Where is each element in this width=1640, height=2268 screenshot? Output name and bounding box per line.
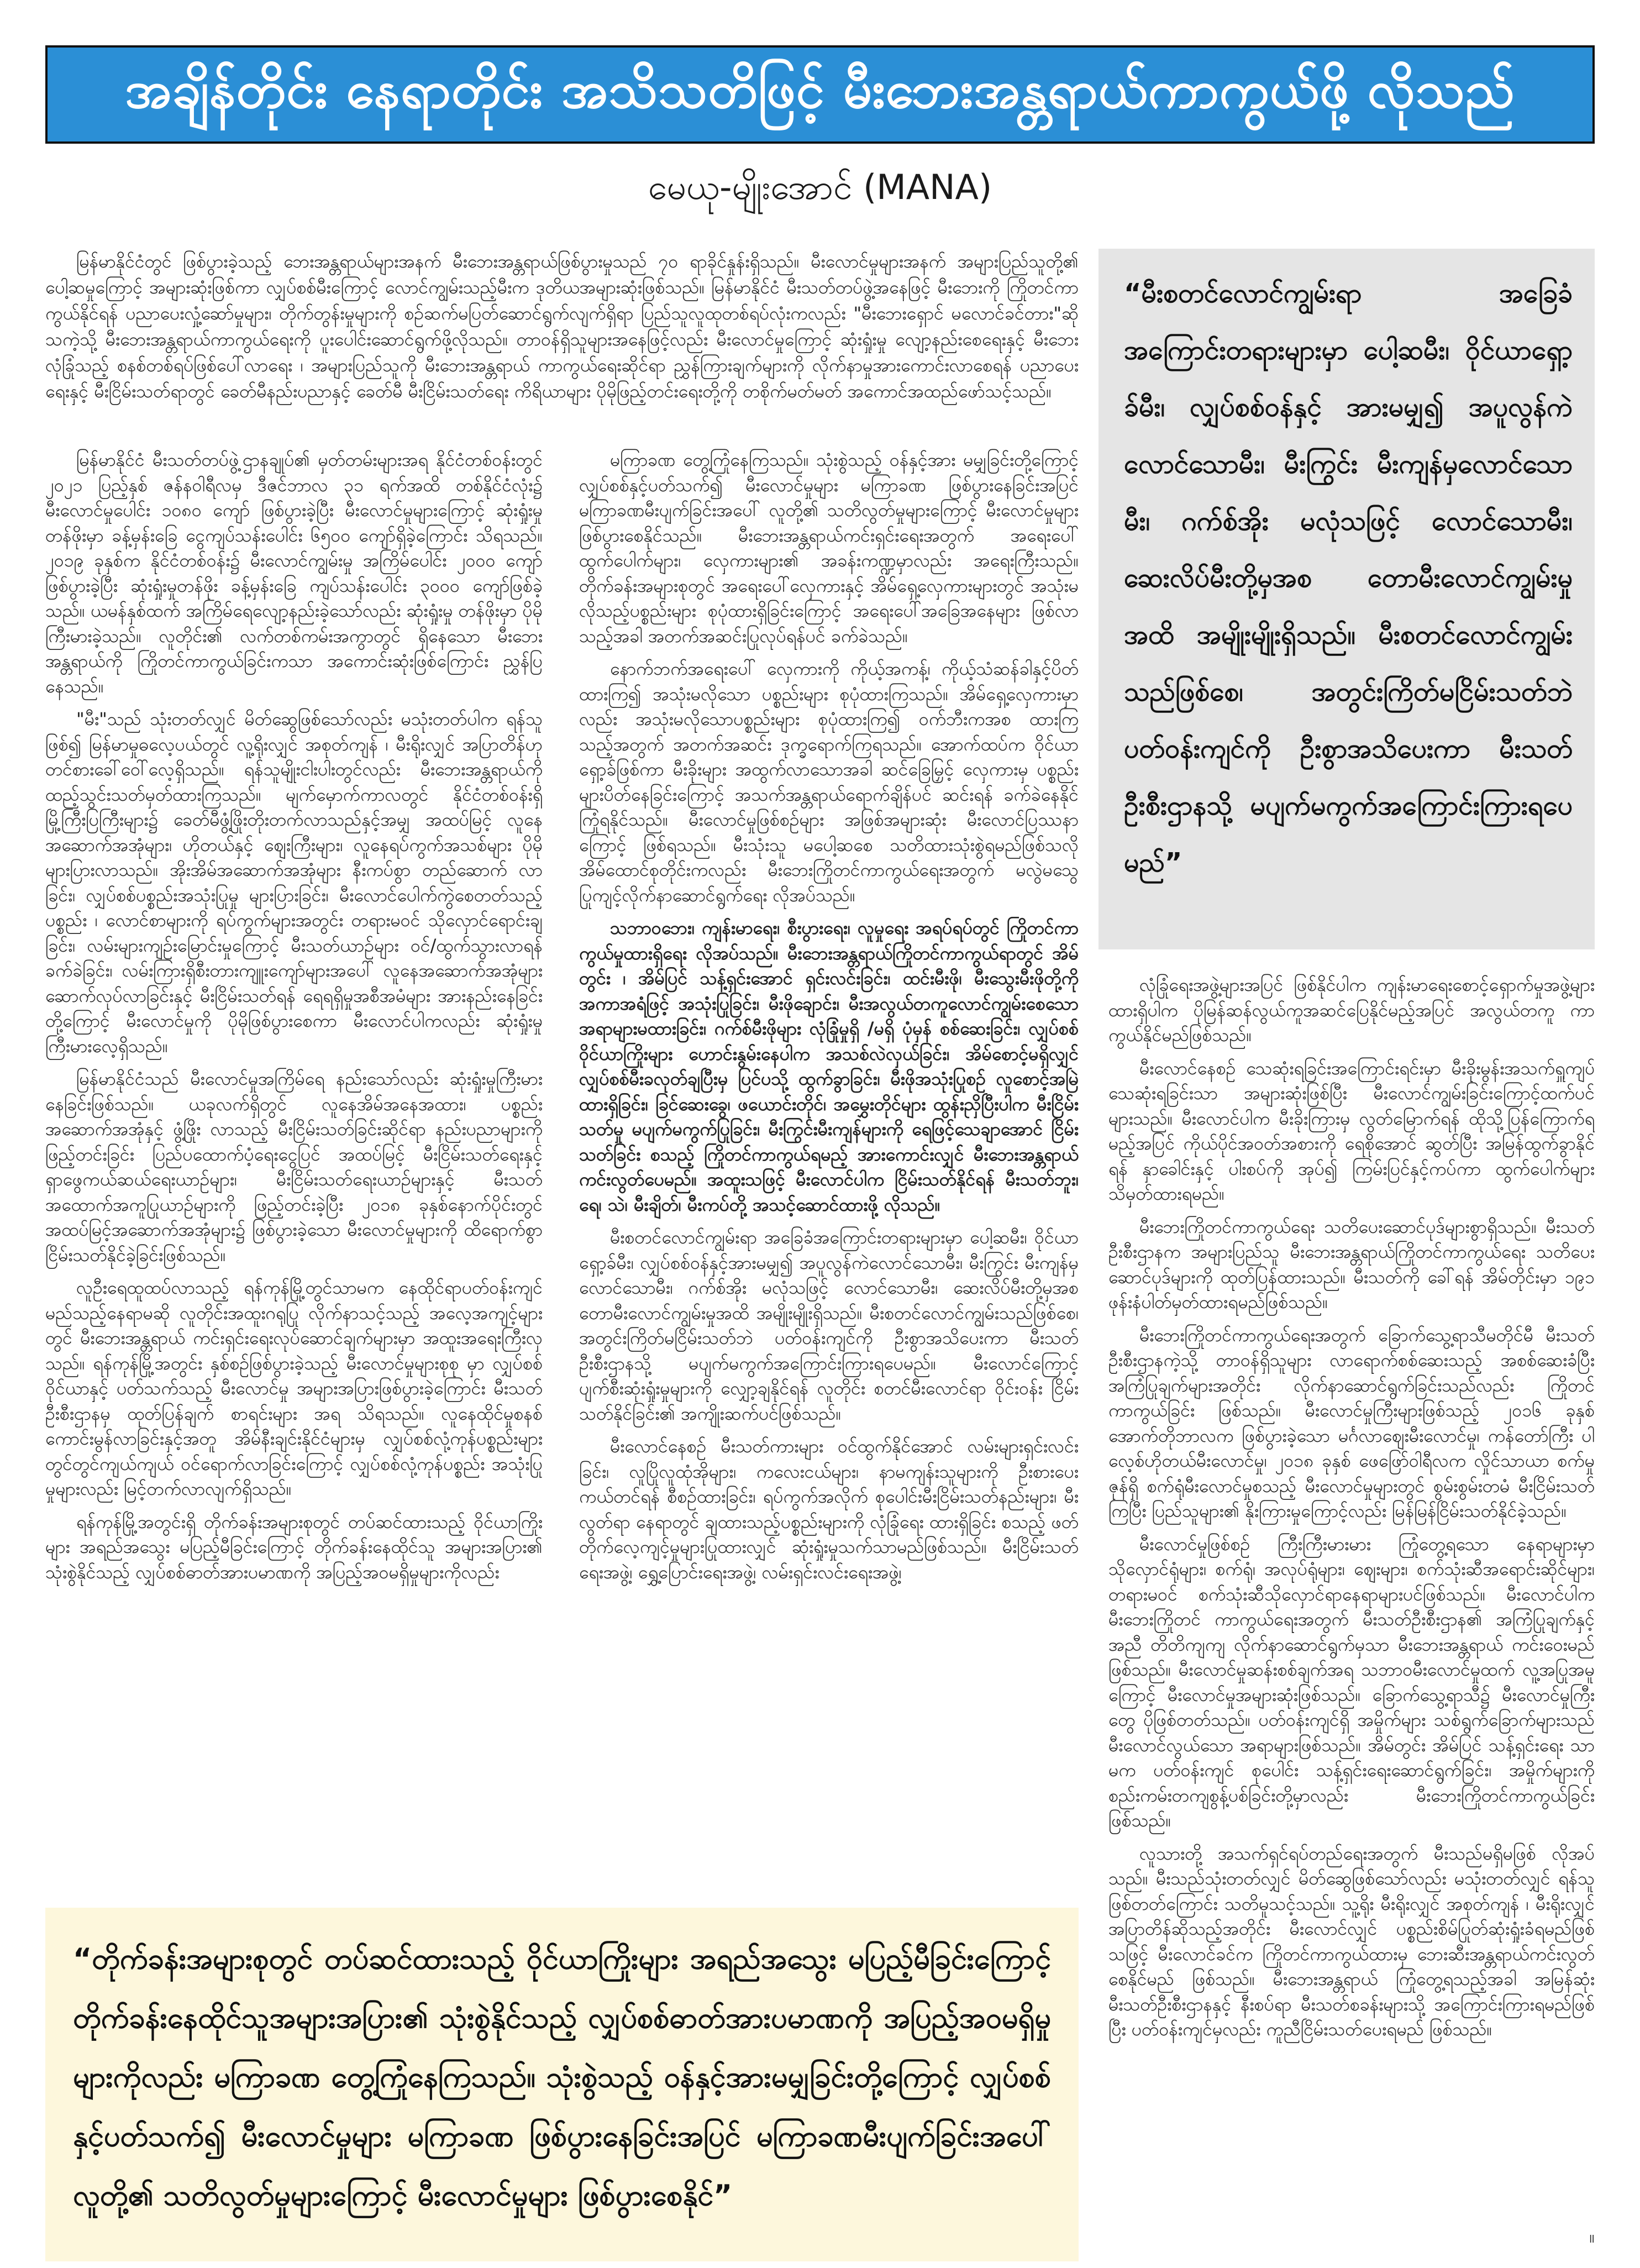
byline: မေယု-မျိုးအောင် (MANA) — [648, 167, 992, 207]
article-column-1 — [45, 448, 543, 1884]
paragraph: မီးလောင်နေစဉ် သေဆုံးရခြင်းအကြောင်းရင်းမှာ မီးခိုးမွန်းအသက်ရှူကျပ် သေဆုံးရခြင်းသာ အများဆုံးဖြစ်ပြီး မီးလောင်ကျွမ်းခြင်းကြောင့်ထက်ပင် များသည်။ မီးလောင်ပါက မီးခိုးကြားမှ လွတ်မြောက်ရန် ထိုသို့ပြန်ကြောက်ရမည့်အပြင် ကိုယ်ပိုင်အဝတ်အစားကို ရေစိုအောင် ဆွတ်ပြီး အမြန်ထွက်ခွာနိုင်ရန် နှာခေါင်းနှင့် ပါးစပ်ကို အုပ်၍ ကြမ်းပြင်နှင့်ကပ်ကာ ထွက်ပေါက်များ သိမှတ်ထားရမည်။ — [1108, 1057, 1595, 1204]
paragraph: လုံခြုံရေးအဖွဲ့များအပြင် ဖြစ်နိုင်ပါက ကျန်းမာရေးစောင့်ရှောက်မှုအဖွဲ့များ ထားရှိပါက ပိုမြန်ဆန်လွယ်ကူအဆင်ပြေနိုင်မည့်အပြင် အလွယ်တကူ ကာကွယ်နိုင်မည်ဖြစ်သည်။ — [1108, 974, 1595, 1046]
article-column-2 — [579, 448, 1079, 1884]
paragraph: မြန်မာနိုင်ငံ မီးသတ်တပ်ဖွဲ့ဌာနချုပ်၏ မှတ်တမ်းများအရ နိုင်ငံတစ်ဝန်းတွင် ၂၀၂၁ ပြည့်နှစ် ဇန်နဝါရီလမှ ဒီဇင်ဘာလ ၃၁ ရက်အထိ တစ်နိုင်ငံလုံး၌ မီးလောင်မှုပေါင်း ၁၀၈၀ ကျော် ဖြစ်ပွားခဲ့ပြီး မီးလောင်မှုများကြောင့် ဆုံးရှုံးမှုတန်ဖိုးမှာ ခန့်မှန်းခြေ ငွေကျပ်သန်းပေါင်း ၆၅၀၀ ကျော်ရှိခဲ့ကြောင်း သိရသည်။ ၂၀၁၉ ခုနှစ်က နိုင်ငံတစ်ဝန်း၌ မီးလောင်ကျွမ်းမှု အကြိမ်ပေါင်း ၂၀၀၀ ကျော် ဖြစ်ပွားခဲ့ပြီး ဆုံးရှုံးမှုတန်ဖိုး ခန့်မှန်းခြေ ကျပ်သန်းပေါင်း ၃၀၀၀ ကျော်ဖြစ်ခဲ့သည်။ ယမန်နှစ်ထက် အကြိမ်ရေလျော့နည်းခဲ့သော်လည်း ဆုံးရှုံးမှု တန်ဖိုးမှာ ပိုမိုကြီးမားခဲ့သည်။ လူတိုင်း၏ လက်တစ်ကမ်းအကွာတွင် ရှိနေသော မီးဘေးအန္တရာယ်ကို ကြိုတင်ကာကွယ်ခြင်းကသာ အကောင်းဆုံးဖြစ်ကြောင်း ညွှန်ပြနေသည်။ — [45, 449, 543, 697]
paragraph: မြန်မာနိုင်ငံသည် မီးလောင်မှုအကြိမ်ရေ နည်းသော်လည်း ဆုံးရှုံးမှုကြီးမားနေခြင်းဖြစ်သည်။ ယခုလက်ရှိတွင် လူနေအိမ်အနေအထား၊ ပစ္စည်းအဆောက်အအုံနှင့် ဖွံ့ဖြိုး လာသည့် မီးငြိမ်းသတ်ခြင်းဆိုင်ရာ နည်းပညာများကို ဖြည့်တင်းခြင်း ပြည်ပထောက်ပံ့ရေးငွေပြင် အထပ်မြင့် မီးငြိမ်းသတ်ရေးနှင့် ရှာဖွေကယ်ဆယ်ရေးယာဉ်များ၊ မီးငြိမ်းသတ်ရေးယာဉ်များနှင့် မီးသတ်အထောက်အကူပြုယာဉ်များကို ဖြည့်တင်းခဲ့ပြီး ၂၀၁၈ ခုနှစ်နောက်ပိုင်းတွင် အထပ်မြင့်အဆောက်အအုံများ၌ ဖြစ်ပွားခဲ့သော မီးလောင်မှုများကို ထိရောက်စွာ ငြိမ်းသတ်နိုင်ခဲ့ခြင်းဖြစ်သည်။ — [45, 1068, 543, 1266]
lead-paragraph — [45, 249, 1079, 412]
paragraph: မီးလောင်မှုဖြစ်စဉ် ကြီးကြီးမားမား ကြုံတွေ့ရသော နေရာများမှာ သိုလှောင်ရုံများ၊ စက်ရုံ၊ အလုပ်ရုံများ၊ ဈေးများ၊ စက်သုံးဆီအရောင်းဆိုင်များ၊ တရားမဝင် စက်သုံးဆီသိုလှောင်ရာနေရာများပင်ဖြစ်သည်။ မီးလောင်ပါက မီးဘေးကြိုတင် ကာကွယ်ရေးအတွက် မီးသတ်ဦးစီးဌာန၏ အကြံပြုချက်နှင့် အညီ တိတိကျကျ လိုက်နာဆောင်ရွက်မှသာ မီးဘေးအန္တရာယ် ကင်းဝေးမည်ဖြစ်သည်။ မီးလောင်မှုဆန်းစစ်ချက်အရ သဘာဝမီးလောင်မှုထက် လူ့အပြုအမူကြောင့် မီးလောင်မှုအများဆုံးဖြစ်သည်။ ခြောက်သွေ့ရာသီ၌ မီးလောင်မှုကြီးတွေ ပိုဖြစ်တတ်သည်။ ပတ်ဝန်းကျင်ရှိ အမှိုက်များ သစ်ရွက်ခြောက်များသည် မီးလောင်လွယ်သော အရာများဖြစ်သည်။ အိမ်တွင်း အိမ်ပြင် သန့်ရှင်းရေး သာမက ပတ်ဝန်းကျင် စုပေါင်း သန့်ရှင်းရေးဆောင်ရွက်ခြင်း၊ အမှိုက်များကို စည်းကမ်းတကျစွန့်ပစ်ခြင်းတို့မှာလည်း မီးဘေးကြိုတင်ကာကွယ်ခြင်းဖြစ်သည်။ — [1108, 1533, 1595, 1831]
paragraph: လူဦးရေထူထပ်လာသည့် ရန်ကုန်မြို့တွင်သာမက နေထိုင်ရာပတ်ဝန်းကျင် မည်သည့်နေရာမဆို လူတိုင်းအထူးဂရုပြု လိုက်နာသင့်သည့် အလေ့အကျင့်များတွင် မီးဘေးအန္တရာယ် ကင်းရှင်းရေးလုပ်ဆောင်ချက်များမှာ အထူးအရေးကြီးလှသည်။ ရန်ကုန်မြို့အတွင်း နှစ်စဉ်ဖြစ်ပွားခဲ့သည့် မီးလောင်မှုများစုစု မှာ လျှပ်စစ်ဝိုင်ယာနှင့် ပတ်သက်သည့် မီးလောင်မှု အများအပြားဖြစ်ပွားခဲ့ကြောင်း မီးသတ်ဦးစီးဌာနမှ ထုတ်ပြန်ချက် စာရင်းများ အရ သိရသည်။ လူနေထိုင်မှုစနစ် ကောင်းမွန်လာခြင်းနှင့်အတူ အိမ်နီးချင်းနိုင်ငံများမှ လျှပ်စစ်လုံ့ကုန်ပစ္စည်းများ တွင်တွင်ကျယ်ကျယ် ဝင်ရောက်လာခြင်းကြောင့် လျှပ်စစ်လုံ့ကုန်ပစ္စည်း အသုံးပြုမှုများလည်း မြင့်တက်လာလျက်ရှိသည်။ — [45, 1277, 543, 1499]
paragraph: မကြာခဏ တွေ့ကြုံနေကြသည်။ သုံးစွဲသည့် ဝန်နှင့်အား မမျှခြင်းတို့ကြောင့် လျှပ်စစ်နှင့်ပတ်သက်၍ မီးလောင်မှုများ မကြာခဏ ဖြစ်ပွားနေခြင်းအပြင် မကြာခဏမီးပျက်ခြင်းအပေါ် လူတို့၏ သတိလွတ်မှုများကြောင့် မီးလောင်မှုများ ဖြစ်ပွားစေနိုင်သည်။ မီးဘေးအန္တရာယ်ကင်းရှင်းရေးအတွက် အရေးပေါ် ထွက်ပေါက်များ၊ လှေကားများ၏ အခန်းကဏ္ဍမှာလည်း အရေးကြီးသည်။ တိုက်ခန်းအများစုတွင် အရေးပေါ်လှေကားနှင့် အိမ်ရှေ့လှေကားများတွင် အသုံးမလိုသည့်ပစ္စည်းများ စုပုံထားရှိခြင်းကြောင့် အရေးပေါ်အခြေအနေများ ဖြစ်လာသည့်အခါ အတက်အဆင်းပြုလုပ်ရန်ပင် ခက်ခဲသည်။ — [579, 449, 1079, 647]
title-banner — [45, 45, 1595, 144]
page-title: အချိန်တိုင်း နေရာတိုင်း အသိသတိဖြင့် မီးဘေးအန္တရာယ်ကာကွယ်ဖို့ လိုသည် — [125, 60, 1515, 119]
paragraph: မီးဘေးကြိုတင်ကာကွယ်ရေး သတိပေးဆောင်ပုဒ်များစွာရှိသည်။ မီးသတ်ဦးစီးဌာနက အများပြည်သူ မီးဘေးအန္တရာယ်ကြိုတင်ကာကွယ်ရေး သတိပေးဆောင်ပုဒ်များကို ထုတ်ပြန်ထားသည်။ မီးသတ်ကို ခေါ်ရန် အိမ်တိုင်းမှာ ၁၉၁ ဖုန်းနံပါတ်မှတ်ထားရမည်ဖြစ်သည်။ — [1108, 1216, 1595, 1313]
paragraph: "မီး"သည် သုံးတတ်လျှင် မိတ်ဆွေဖြစ်သော်လည်း မသုံးတတ်ပါက ရန်သူဖြစ်၍ မြန်မာမှုဓလေ့ပယ်တွင် လူ့ရိုးလျှင် အစုတ်ကျန် ၊ မီးရိုးလျှင် အပြာတိန်ဟု တင်စားခေါ်ဝေါ်လေ့ရှိသည်။ ရန်သူမျိုးငါးပါးတွင်လည်း မီးဘေးအန္တရာယ်ကို ထည့်သွင်းသတ်မှတ်ထားကြသည်။ မျက်မှောက်ကာလတွင် နိုင်ငံတစ်ဝန်းရှိ မြို့ကြီးပြကြီးများ၌ ခေတ်မီဖွံ့ဖြိုးတိုးတက်လာသည်နှင့်အမျှ အထပ်မြင့် လူနေအဆောက်အအုံများ၊ ဟိုတယ်နှင့် ဈေးကြီးများ၊ လူနေရပ်ကွက်အသစ်များ ပိုမိုများပြားလာသည်။ အိုးအိမ်အဆောက်အအုံများ နီးကပ်စွာ တည်ဆောက် လာခြင်း၊ လျှပ်စစ်ပစ္စည်းအသုံးပြုမှု များပြားခြင်း၊ မီးလောင်ပေါက်ကွဲစေတတ်သည့်ပစ္စည်း ၊ လောင်စာများကို ရပ်ကွက်များအတွင်း တရားမဝင် သိုလှောင်ရောင်းချခြင်း၊ လမ်းများကျဉ်းမြောင်းမှုကြောင့် မီးသတ်ယာဉ်များ ဝင်/ထွက်သွားလာရန် ခက်ခဲခြင်း၊ လမ်းကြားရှိစီးတားကျူးကျော်များအပေါ် လူနေအဆောက်အအုံများ ဆောက်လုပ်လာခြင်းနှင့် မီးငြိမ်းသတ်ရန် ရေရရှိမှုအစီအမံများ အားနည်းနေခြင်းတို့ကြောင့် မီးလောင်မှုကို ပိုမိုဖြစ်ပွားစေကာ မီးလောင်ပါကလည်း ဆုံးရှုံးမှုကြီးမားလေ့ရှိသည်။ — [45, 708, 543, 1057]
lead-text: မြန်မာနိုင်ငံတွင် ဖြစ်ပွားခဲ့သည့် ဘေးအန္တရာယ်များအနက် မီးဘေးအန္တရာယ်ဖြစ်ပွားမှုသည် ၇၀ ရာခိုင်နှုန်းရှိသည်။ မီးလောင်မှုများအနက် အများပြည်သူတို့၏ ပေါ့ဆမှုကြောင့် အများဆုံးဖြစ်ကာ လျှပ်စစ်မီးကြောင့် လောင်ကျွမ်းသည့်မီးက ဒုတိယအများဆုံးဖြစ်သည်။ မြန်မာနိုင်ငံ မီးသတ်တပ်ဖွဲ့အနေဖြင့် မီးဘေးကို ကြိုတင်ကာကွယ်နိုင်ရန် ပညာပေးလှုံ့ဆော်မှုများ၊ တိုက်တွန်းမှုများကို စဉ်ဆက်မပြတ်ဆောင်ရွက်လျက်ရှိရာ ပြည်သူလူထုတစ်ရပ်လုံးကလည်း "မီးဘေးရှောင် မလောင်ခင်တား"ဆိုသကဲ့သို့ မီးဘေးအန္တရာယ်ကာကွယ်ရေးကို ပူးပေါင်းဆောင်ရွက်ဖို့လိုသည်။ တာဝန်ရှိသူများအနေဖြင့်လည်း မီးလောင်မှုကြောင့် ဆုံးရှုံးမှု လျော့နည်းစေရေးနှင့် မီးဘေးလုံခြုံသည့် စနစ်တစ်ရပ်ဖြစ်ပေါ်လာရေး ၊ အများပြည်သူကို မီးဘေးအန္တရာယ် ကာကွယ်ရေးဆိုင်ရာ ညွှန်ကြားချက်များကို လိုက်နာမှုအားကောင်းလာစေရန် ပညာပေးရေးနှင့် မီးငြိမ်းသတ်ရာတွင် ခေတ်မီနည်းပညာနှင့် ခေတ်မီ မီးငြိမ်းသတ်ရေး ကိရိယာများ ပိုမိုဖြည့်တင်းရေးတို့ကို တစိုက်မတ်မတ် အကောင်အထည်ဖော်သင့်သည်။ — [45, 251, 1079, 402]
pull-quote-bottom: “တိုက်ခန်းအများစုတွင် တပ်ဆင်ထားသည့် ဝိုင်ယာကြိုးများ အရည်အသွေး မပြည့်မီခြင်းကြောင့် တိုက်ခန်းနေထိုင်သူအများအပြား၏ သုံးစွဲနိုင်သည့် လျှပ်စစ်ဓာတ်အားပမာဏကို အပြည့်အဝမရှိမှုများကိုလည်း မကြာခဏ တွေ့ကြုံနေကြသည်။ သုံးစွဲသည့် ဝန်နှင့်အားမမျှခြင်းတို့ကြောင့် လျှပ်စစ်နှင့်ပတ်သက်၍ မီးလောင်မှုများ မကြာခဏ ဖြစ်ပွားနေခြင်းအပြင် မကြာခဏမီးပျက်ခြင်းအပေါ် လူတို့၏ သတိလွတ်မှုများကြောင့် မီးလောင်မှုများ ဖြစ်ပွားစေနိုင်” — [45, 1908, 1079, 2261]
paragraph-bold: သဘာဝဘေး၊ ကျန်းမာရေး၊ စီးပွားရေး၊ လူမှုရေး အရပ်ရပ်တွင် ကြိုတင်ကာကွယ်မှုထားရှိရေး လိုအပ်သည်။ မီးဘေးအန္တရာယ်ကြိုတင်ကာကွယ်ရာတွင် အိမ်တွင်း ၊ အိမ်ပြင် သန့်ရှင်းအောင် ရှင်းလင်းခြင်း၊ ထင်းမီးဖို၊ မီးသွေးမီးဖိုတို့ကို အကာအရံဖြင့် အသုံးပြုခြင်း၊ မီးဖိုချောင်း၊ မီးအလွယ်တကူလောင်ကျွမ်းစေသော အရာများမထားခြင်း၊ ဂက်စ်မီးဖိုများ လုံခြုံမှုရှိ /မရှိ ပုံမှန် စစ်ဆေးခြင်း၊ လျှပ်စစ်ဝိုင်ယာကြိုးများ ဟောင်းနွမ်းနေပါက အသစ်လဲလှယ်ခြင်း၊ အိမ်စောင့်မရှိလျှင် လျှပ်စစ်မီးခလုတ်ချပြီးမှ ပြင်ပသို့ ထွက်ခွာခြင်း၊ မီးဖိုအသုံးပြုစဉ် လူစောင့်အမြဲထားရှိခြင်း၊ ခြင်ဆေးခွေ၊ ဖယောင်းတိုင်၊ အမွှေးတိုင်များ ထွန်းညှိပြီးပါက မီးငြိမ်းသတ်မှု မပျက်မကွက်ပြုခြင်း၊ မီးကြွင်းမီးကျန်များကို ရေဖြင့်သေချာအောင် ငြိမ်းသတ်ခြင်း စသည့် ကြိုတင်ကာကွယ်ရမည့် အားကောင်းလျှင် မီးဘေးအန္တရာယ် ကင်းလွတ်ပေမည်။ အထူးသဖြင့် မီးလောင်ပါက ငြိမ်းသတ်နိုင်ရန် မီးသတ်ဘူး၊ ရေ၊ သဲ၊ မီးချိတ်၊ မီးကပ်တို့ အသင့်ဆောင်ထားဖို့ လိုသည်။ — [579, 917, 1079, 1215]
paragraph: နောက်ဘက်အရေးပေါ် လှေကားကို ကိုယ့်အကန့်၊ ကိုယ့်သံဆန်ခါနှင့်ပိတ်ထားကြ၍ အသုံးမလိုသော ပစ္စည်းများ စုပုံထားကြသည်။ အိမ်ရှေ့လှေကားမှာလည်း အသုံးမလိုသောပစ္စည်းများ စုပုံထားကြ၍ ဝက်ဘီးကအစ ထားကြသည့်အတွက် အတက်အဆင်း ဒုက္ခရောက်ကြရသည်။ အောက်ထပ်က ဝိုင်ယာရှော့ခ်ဖြစ်ကာ မီးခိုးများ အထွက်လာသောအခါ ဆင်ခြေမြှင့် လှေကားမှ ပစ္စည်းများပိတ်နေခြင်းကြောင့် အသက်အန္တရာယ်ရောက်ချိန်ပင် ဆင်းရန် ခက်ခဲနေနိုင် ကြုံရနိုင်သည်။ မီးလောင်မှုဖြစ်စဉ်များ အဖြစ်အများဆုံး မီးလောင်ပြဿနာကြောင့် ဖြစ်ရသည်။ မီးသုံးသူ မပေါ့ဆစေ သတိထားသုံးစွဲရမည်ဖြစ်သလို အိမ်ထောင်စုတိုင်းကလည်း မီးဘေးကြိုတင်ကာကွယ်ရေးအတွက် မလွဲမသွေ ပြုကျင့်လိုက်နာဆောင်ရွက်ရေး လိုအပ်သည်။ — [579, 658, 1079, 906]
paragraph: ရန်ကုန်မြို့အတွင်းရှိ တိုက်ခန်းအများစုတွင် တပ်ဆင်ထားသည့် ဝိုင်ယာကြိုးများ အရည်အသွေး မပြည့်မီခြင်းကြောင့် တိုက်ခန်းနေထိုင်သူ အများအပြား၏ သုံးစွဲနိုင်သည့် လျှပ်စစ်ဓာတ်အားပမာဏကို အပြည့်အဝမရှိမှုများကိုလည်း — [45, 1511, 543, 1583]
article-column-3 — [1108, 973, 1595, 2205]
paragraph: မီးစတင်လောင်ကျွမ်းရာ အခြေခံအကြောင်းတရားများမှာ ပေါ့ဆမီး၊ ဝိုင်ယာရှော့ခ်မီး၊ လျှပ်စစ်ဝန်နှင့်အားမမျှ၍ အပူလွန်ကဲလောင်သောမီး၊ မီးကြွင်း မီးကျန်မှလောင်သောမီး၊ ဂက်စ်အိုး မလုံသဖြင့် လောင်သောမီး၊ ဆေးလိပ်မီးတို့မှအစ တောမီးလောင်ကျွမ်းမှုအထိ အမျိုးမျိုးရှိသည်။ မီးစတင်လောင်ကျွမ်းသည်ဖြစ်စေ၊ အတွင်းကြိတ်မငြိမ်းသတ်ဘဲ ပတ်ဝန်းကျင်ကို ဦးစွာအသိပေးကာ မီးသတ်ဦးစီးဌာနသို့ မပျက်မကွက်အကြောင်းကြားရပေမည်။ မီးလောင်ကြောင့် ပျက်စီးဆုံးရှုံးမှုများကို လျှော့ချနိုင်ရန် လူတိုင်း စတင်မီးလောင်ရာ ဝိုင်းဝန်း ငြိမ်းသတ်နိုင်ခြင်း၏ အကျိုးဆက်ပင်ဖြစ်သည်။ — [579, 1227, 1079, 1424]
end-mark: ။ — [1589, 2226, 1595, 2247]
paragraph: မီးဘေးကြိုတင်ကာကွယ်ရေးအတွက် ခြောက်သွေ့ရာသီမတိုင်မီ မီးသတ်ဦးစီးဌာနကဲ့သို့ တာဝန်ရှိသူများ လာရောက်စစ်ဆေးသည့် အစစ်ဆေးခံပြီး အကြံပြုချက်များအတိုင်း လိုက်နာဆောင်ရွက်ခြင်းသည်လည်း ကြိုတင်ကာကွယ်ခြင်း ဖြစ်သည်။ မီးလောင်မှုကြီးများဖြစ်သည့် ၂၀၁၆ ခုနှစ်အောက်တိုဘာလက ဖြစ်ပွားခဲ့သော မင်္ဂလာဈေးမီးလောင်မှု၊ ကန်တော်ကြီး ပါလေ့စ်ဟိုတယ်မီးလောင်မှု၊ ၂၀၁၈ ခုနှစ် ဖေဖြော်ဝါရီလက လှိုင်သာယာ စက်မှုဇုန်ရှိ စက်ရုံမီးလောင်မှုစသည့် မီးလောင်မှုများတွင် စွမ်းစွမ်းတမံ မီးငြိမ်းသတ်ကြပြီး ပြည်သူများ၏ နိုးကြားမှုကြောင့်လည်း မြန်မြန်ငြိမ်းသတ်နိုင်ခဲ့သည်။ — [1108, 1324, 1595, 1521]
paragraph: လူသားတို့ အသက်ရှင်ရပ်တည်ရေးအတွက် မီးသည်မရှိမဖြစ် လိုအပ်သည်။ မီးသည်သုံးတတ်လျှင် မိတ်ဆွေဖြစ်သော်လည်း မသုံးတတ်လျှင် ရန်သူဖြစ်တတ်ကြောင်း သတိမူသင့်သည်။ သူ့ရိုး မီးရိုးလျှင် အစုတ်ကျန် ၊ မီးရိုးလျှင် အပြာတိန်ဆိုသည့်အတိုင်း မီးလောင်လျှင် ပစ္စည်းစိမ်ပြုတ်ဆုံးရှုံးခံရမည်ဖြစ်သဖြင့် မီးလောင်ခင်က ကြိုတင်ကာကွယ်ထားမှ ဘေးဆီးအန္တရာယ်ကင်းလွတ်စေနိုင်မည် ဖြစ်သည်။ မီးဘေးအန္တရာယ် ကြုံတွေ့ရသည့်အခါ အမြန်ဆုံး မီးသတ်ဦးစီးဌာနနှင့် နီးစပ်ရာ မီးသတ်စခန်းများသို့ အကြောင်းကြားရမည်ဖြစ်ပြီး ပတ်ဝန်းကျင်မှလည်း ကူညီငြိမ်းသတ်ပေးရမည် ဖြစ်သည်။ — [1108, 1842, 1595, 2040]
pull-quote-right: “မီးစတင်လောင်ကျွမ်းရာ အခြေခံအကြောင်းတရားများမှာ ပေါ့ဆမီး၊ ဝိုင်ယာရှော့ခ်မီး၊ လျှပ်စစ်ဝန်နှင့် အားမမျှ၍ အပူလွန်ကဲလောင်သောမီး၊ မီးကြွင်း မီးကျန်မှလောင်သောမီး၊ ဂက်စ်အိုး မလုံသဖြင့် လောင်သောမီး၊ ဆေးလိပ်မီးတို့မှအစ တောမီးလောင်ကျွမ်းမှုအထိ အမျိုးမျိုးရှိသည်။ မီးစတင်လောင်ကျွမ်းသည်ဖြစ်စေ၊ အတွင်းကြိတ်မငြိမ်းသတ်ဘဲ ပတ်ဝန်းကျင်ကို ဦးစွာအသိပေးကာ မီးသတ်ဦးစီးဌာနသို့ မပျက်မကွက်အကြောင်းကြားရပေမည်” — [1098, 249, 1595, 949]
paragraph: မီးလောင်နေစဉ် မီးသတ်ကားများ ဝင်ထွက်နိုင်အောင် လမ်းများရှင်းလင်းခြင်း၊ လူပြိုလူထုံအိုများ၊ ကလေးငယ်များ၊ နာမကျန်းသူများကို ဦးစားပေး ကယ်တင်ရန် စီစဉ်ထားခြင်း၊ ရပ်ကွက်အလိုက် စုပေါင်းမီးငြိမ်းသတ်နည်းများ၊ မီးလွတ်ရာ နေရာတွင် ချထားသည့်ပစ္စည်းများကို လုံခြုံရေး ထားရှိခြင်း စသည့် ဖတ်တိုက်လေ့ကျင့်မှုများပြုထားလျှင် ဆုံးရှုံးမှုသက်သာမည်ဖြစ်သည်။ မီးငြိမ်းသတ်ရေးအဖွဲ့၊ ရွှေ့ပြောင်းရေးအဖွဲ့၊ လမ်းရှင်းလင်းရေးအဖွဲ့၊ — [579, 1436, 1079, 1583]
